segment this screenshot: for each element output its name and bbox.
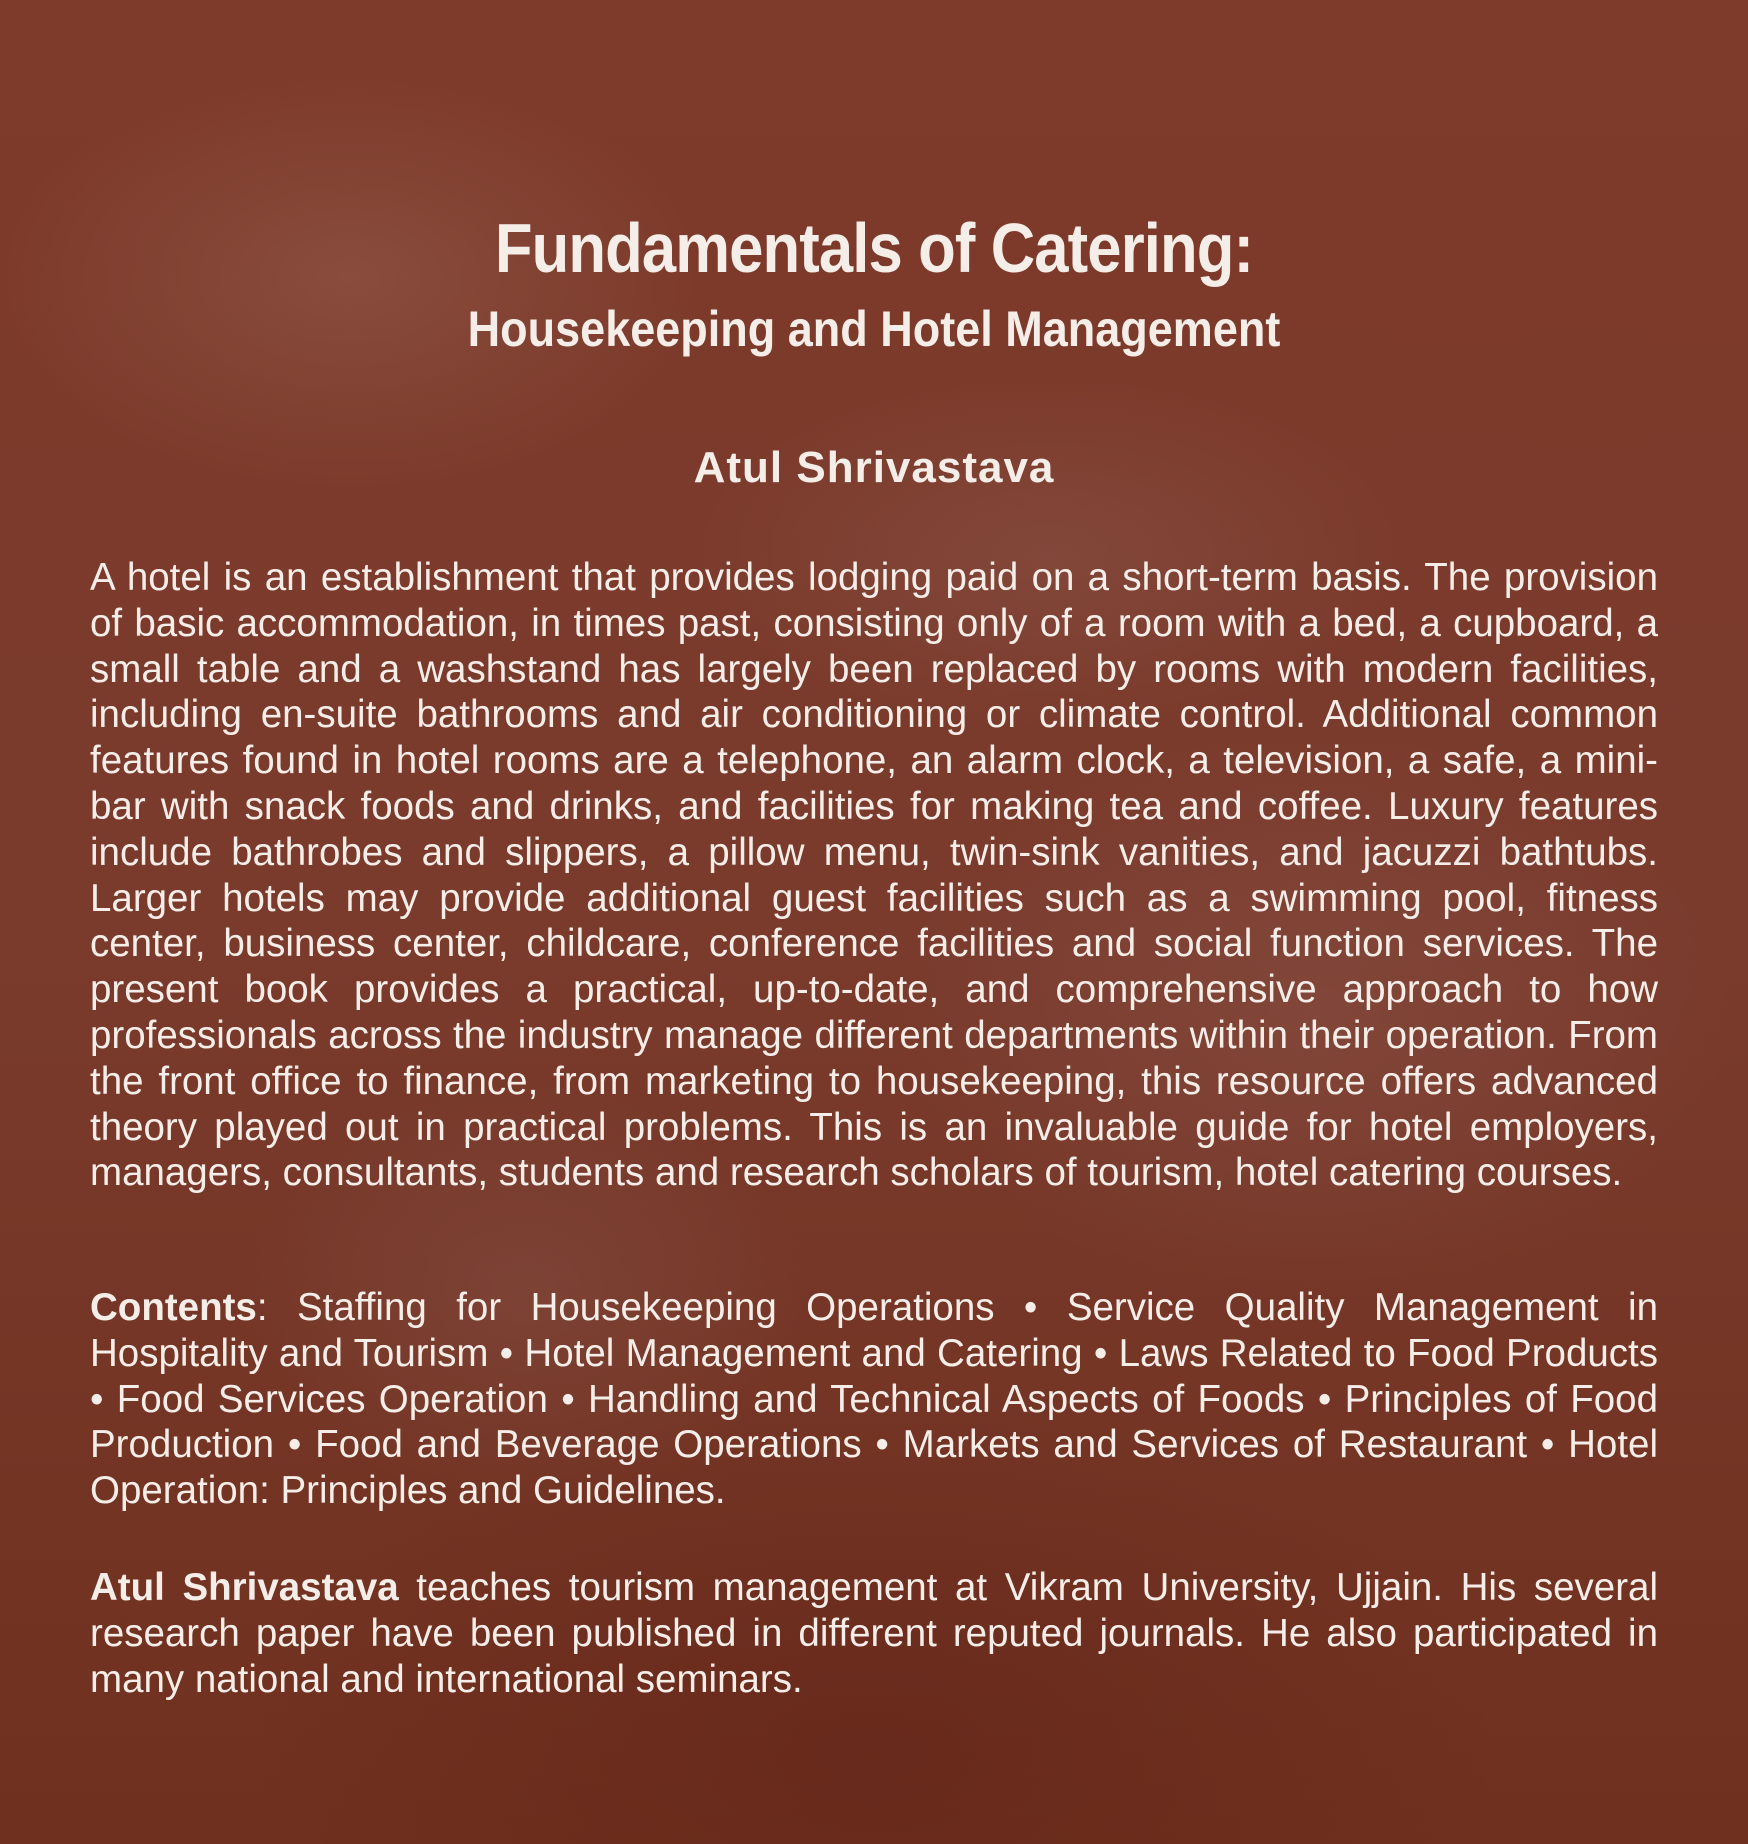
book-title: Fundamentals of Catering:: [494, 209, 1254, 287]
contents-list: : Staffing for Housekeeping Operations • Service Quality Management in Hospitality and Tourism • Hotel Management and Catering • Laws Related to Food Products • Food Services Operation • Handling and Technical Aspects of Foods • Principles of Food Production • Food and Beverage Operations • Markets and Services of Restaurant • Hotel Operation: Principles and Guidelines.: [90, 1286, 1658, 1513]
book-author: Atul Shrivastava: [693, 443, 1055, 492]
author-bio: [90, 1565, 1658, 1702]
bio-text: teaches tourism management at Vikram University, Ujjain. His several research paper have been published in different reputed journals. He also participated in many national and international seminars.: [90, 1566, 1658, 1701]
contents-label: Contents: [90, 1286, 257, 1329]
bio-author-name: Atul Shrivastava: [90, 1566, 399, 1609]
description-paragraph: A hotel is an establishment that provides lodging paid on a short-term basis. The provision of basic accommodation, in times past, consisting only of a room with a bed, a cupboard, a small table and a washstand has largely been replaced by rooms with modern facilities, including en-suite bathrooms and air conditioning or climate control. Additional common features found in hotel rooms are a telephone, an alarm clock, a television, a safe, a mini-bar with snack foods and drinks, and facilities for making tea and coffee. Luxury features include bathrobes and slippers, a pillow menu, twin-sink vanities, and jacuzzi bathtubs. Larger hotels may provide additional guest facilities such as a swimming pool, fitness center, business center, childcare, conference facilities and social function services. The present book provides a practical, up-to-date, and comprehensive approach to how professionals across the industry manage different departments within their operation. From the front office to finance, from marketing to housekeeping, this resource offers advanced theory played out in practical problems. This is an invaluable guide for hotel employers, managers, consultants, students and research scholars of tourism, hotel catering courses.: [90, 556, 1658, 1195]
book-subtitle: Housekeeping and Hotel Management: [467, 301, 1281, 357]
contents-paragraph: [90, 1285, 1658, 1514]
